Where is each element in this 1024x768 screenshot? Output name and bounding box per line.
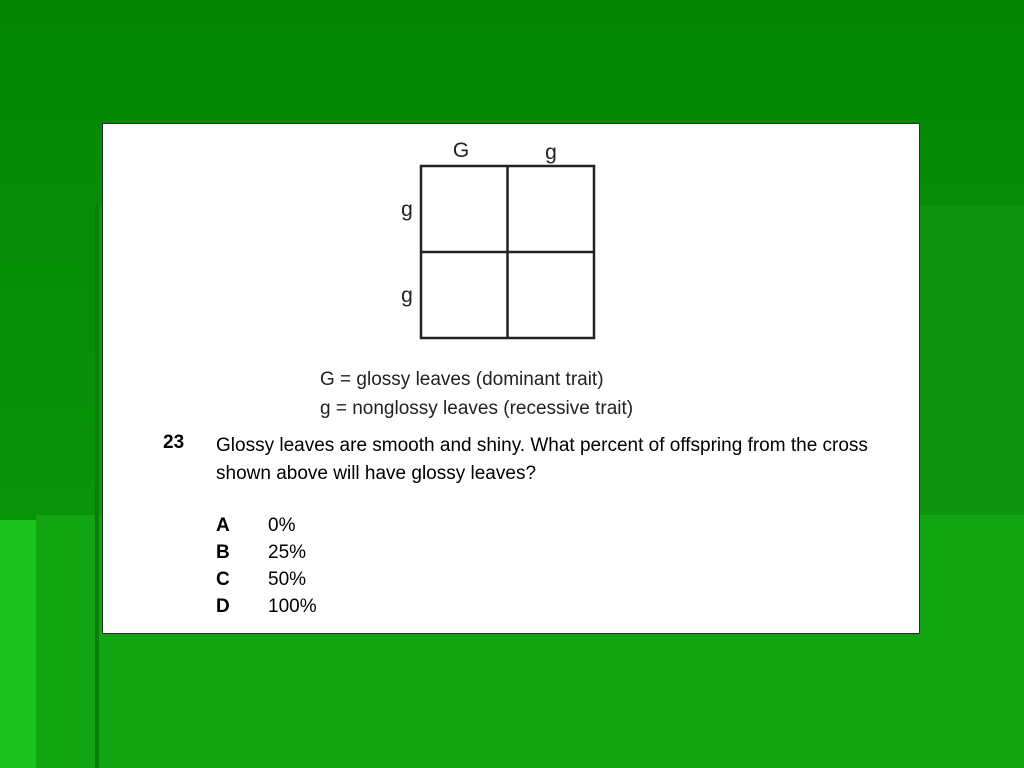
choice-b xyxy=(216,542,306,564)
legend-recessive: g = nonglossy leaves (recessive trait) xyxy=(320,398,634,419)
choice-d-letter: D xyxy=(216,596,230,617)
choice-a xyxy=(216,515,295,537)
choice-d-text: 100% xyxy=(268,596,317,617)
background-accent xyxy=(0,520,36,768)
top-label-1: G xyxy=(452,139,470,162)
choice-a-text: 0% xyxy=(268,515,296,536)
choice-c-text: 50% xyxy=(268,569,307,590)
background-edge xyxy=(95,205,99,768)
choice-b-letter: B xyxy=(216,542,230,563)
choice-a-letter: A xyxy=(216,515,230,536)
question-number: 23 xyxy=(163,432,185,453)
choice-c xyxy=(216,569,306,591)
choice-c-letter: C xyxy=(216,569,230,590)
question-card xyxy=(102,123,920,634)
side-label-2: g xyxy=(401,284,413,307)
top-label-2: g xyxy=(545,141,557,164)
side-label-1: g xyxy=(401,198,413,221)
question-text: Glossy leaves are smooth and shiny. What percent of offspring from the cross shown above will have glossy leaves? xyxy=(216,435,868,484)
legend-dominant: G = glossy leaves (dominant trait) xyxy=(320,369,604,390)
choice-b-text: 25% xyxy=(268,542,307,563)
choice-d xyxy=(216,596,317,618)
